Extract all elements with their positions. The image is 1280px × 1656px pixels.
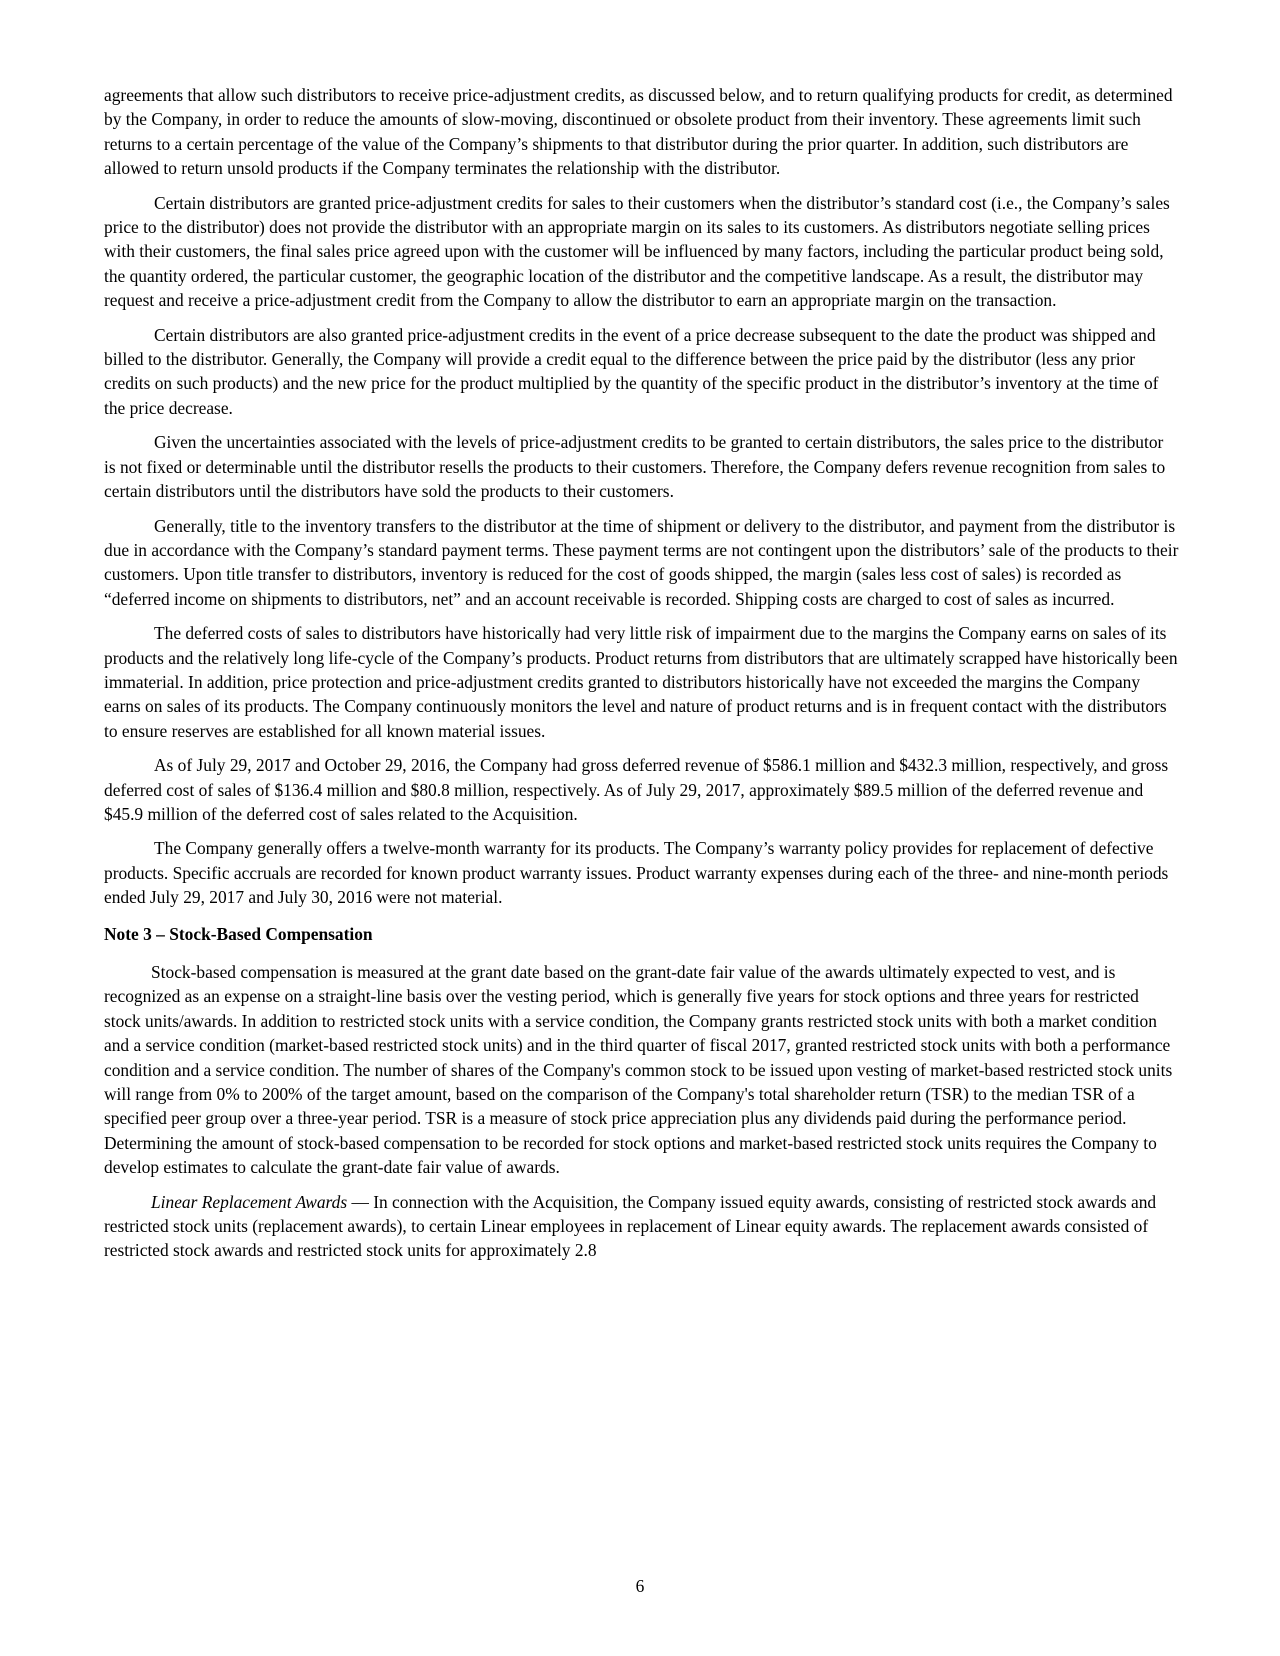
page-content	[104, 83, 1179, 1273]
paragraph-stock-based-compensation: Stock-based compensation is measured at the grant date based on the grant-date fair value of the awards ultimately expected to vest, and is recognized as an expense on a straight-line basis over the vesting period, which is generally five years for stock options and three years for restricted stock units/awards. In addition to restricted stock units with a service condition, the Company grants restricted stock units with both a market condition and a service condition (market-based restricted stock units) and in the third quarter of fiscal 2017, granted restricted stock units with both a performance condition and a service condition. The number of shares of the Company's common stock to be issued upon vesting of market-based restricted stock units will range from 0% to 200% of the target amount, based on the comparison of the Company's total shareholder return (TSR) to the median TSR of a specified peer group over a three-year period. TSR is a measure of stock price appreciation plus any dividends paid during the performance period. Determining the amount of stock-based compensation to be recorded for stock options and market-based restricted stock units requires the Company to develop estimates to calculate the grant-date fair value of awards.	[104, 962, 1173, 1178]
linear-replacement-awards-body: — In connection with the Acquisition, the Company issued equity awards, consisting of restricted stock awards and restricted stock units (replacement awards), to certain Linear employees in replacement of Linear equity awards. The replacement awards consisted of restricted stock awards and restricted stock units for approximately 2.8	[104, 1191, 1157, 1261]
linear-replacement-awards-title: Linear Replacement Awards	[151, 1191, 348, 1212]
page-number: 6	[635, 1576, 645, 1596]
paragraph-linear-replacement-awards	[104, 1190, 1179, 1263]
paragraph-revenue-deferral: Given the uncertainties associated with the levels of price-adjustment credits to be granted to certain distributors, the sales price to the distributor is not fixed or determinable until the distributor resells the products to their customers. Therefore, the Company defers revenue recognition from sales to certain distributors until the distributors have sold the products to their customers.	[104, 432, 1166, 502]
paragraph-price-adjustment-credits: Certain distributors are granted price-adjustment credits for sales to their customers when the distributor’s standard cost (i.e., the Company’s sales price to the distributor) does not provide the distributor with an appropriate margin on its sales to its customers. As distributors negotiate selling prices with their customers, the final sales price agreed upon with the customer will be influenced by many factors, including the particular product being sold, the quantity ordered, the particular customer, the geographic location of the distributor and the competitive landscape. As a result, the distributor may request and receive a price-adjustment credit from the Company to allow the distributor to earn an appropriate margin on the transaction.	[104, 192, 1170, 311]
paragraph-warranty: The Company generally offers a twelve-month warranty for its products. The Company’s warranty policy provides for replacement of defective products. Specific accruals are recorded for known product warranty issues. Product warranty expenses during each of the three- and nine-month periods ended July 29, 2017 and July 30, 2016 were not material.	[104, 838, 1169, 908]
paragraph-deferred-revenue-amounts: As of July 29, 2017 and October 29, 2016, the Company had gross deferred revenue of $586.1 million and $432.3 million, respectively, and gross deferred cost of sales of $136.4 million and $80.8 million, respectively. As of July 29, 2017, approximately $89.5 million of the deferred revenue and $45.9 million of the deferred cost of sales related to the Acquisition.	[104, 755, 1169, 824]
paragraph-price-decrease-credits: Certain distributors are also granted price-adjustment credits in the event of a price decrease subsequent to the date the product was shipped and billed to the distributor. Generally, the Company will provide a credit equal to the difference between the price paid by the distributor (less any prior credits on such products) and the new price for the product multiplied by the quantity of the specific product in the distributor’s inventory at the time of the price decrease.	[104, 324, 1159, 418]
note-3-heading: Note 3 – Stock-Based Compensation	[104, 923, 373, 944]
paragraph-distributor-agreements: agreements that allow such distributors to receive price-adjustment credits, as discussed below, and to return qualifying products for credit, as determined by the Company, in order to reduce the amounts of slow-moving, discontinued or obsolete product from their inventory. These agreements limit such returns to a certain percentage of the value of the Company’s shipments to that distributor during the prior quarter. In addition, such distributors are allowed to return unsold products if the Company terminates the relationship with the distributor.	[104, 85, 1173, 179]
paragraph-title-transfer: Generally, title to the inventory transfers to the distributor at the time of shipment or delivery to the distributor, and payment from the distributor is due in accordance with the Company’s standard payment terms. These payment terms are not contingent upon the distributors’ sale of the products to their customers. Upon title transfer to distributors, inventory is reduced for the cost of goods shipped, the margin (sales less cost of sales) is recorded as “deferred income on shipments to distributors, net” and an account receivable is recorded. Shipping costs are charged to cost of sales as incurred.	[104, 515, 1179, 609]
paragraph-deferred-costs: The deferred costs of sales to distributors have historically had very little risk of impairment due to the margins the Company earns on sales of its products and the relatively long life-cycle of the Company’s products. Product returns from distributors that are ultimately scrapped have historically been immaterial. In addition, price protection and price-adjustment credits granted to distributors historically have not exceeded the margins the Company earns on sales of its products. The Company continuously monitors the level and nature of product returns and is in frequent contact with the distributors to ensure reserves are established for all known material issues.	[104, 623, 1178, 741]
